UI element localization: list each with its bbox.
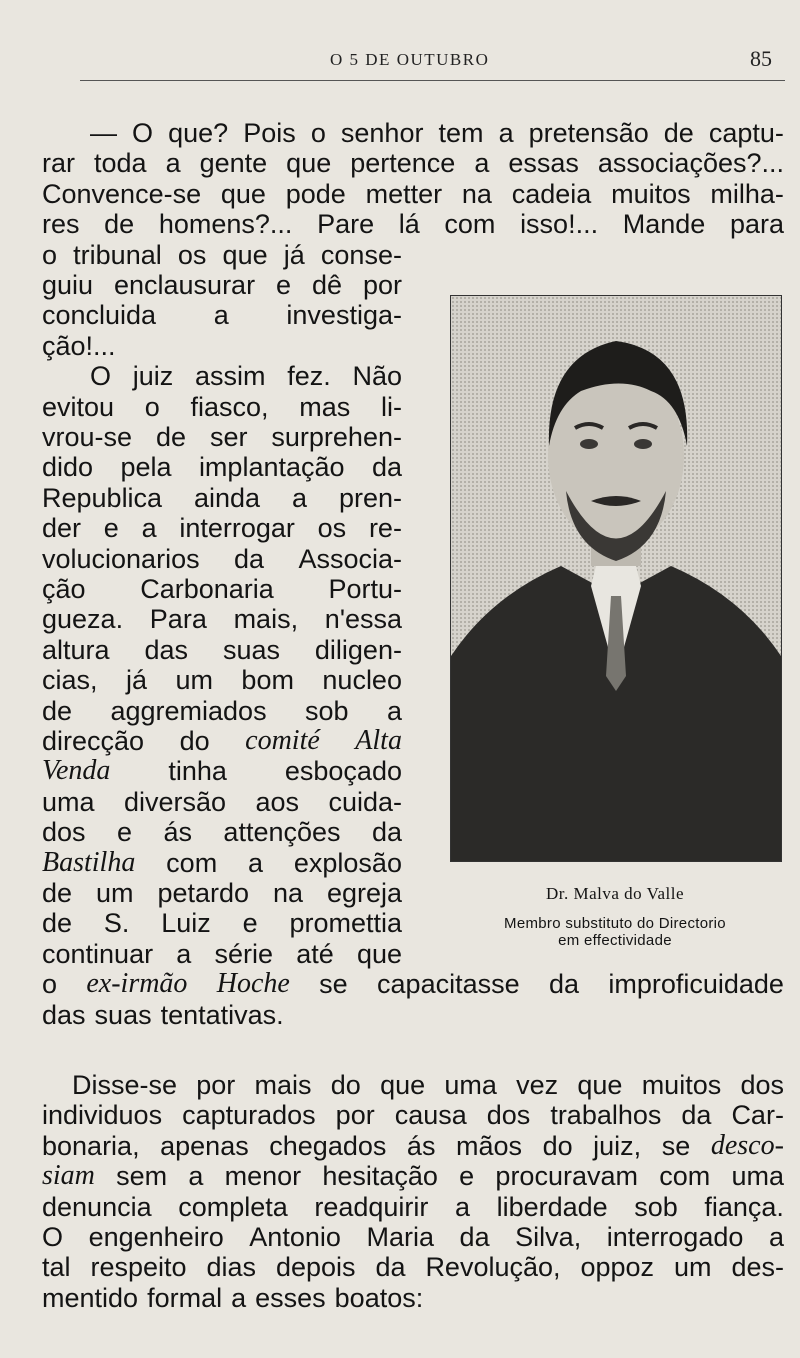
paragraph1-line: evitou o fiasco, mas li- xyxy=(42,391,402,422)
paragraph1-line: de um petardo na egreja xyxy=(42,878,402,908)
paragraph1-line: der e a interrogar os re- xyxy=(42,513,402,544)
paragraph1-line: de aggremiados sob a xyxy=(42,695,402,726)
paragraph2-line: O engenheiro Antonio Maria da Silva, interrogado a xyxy=(42,1222,784,1252)
paragraph1-line: Convence-se que pode metter na cadeia muitos milha- xyxy=(42,178,784,209)
portrait-photo xyxy=(450,295,782,862)
paragraph1-line: ção!... xyxy=(42,330,116,361)
header-rule xyxy=(80,80,785,81)
paragraph2-line: individuos capturados por causa dos trabalhos da Car- xyxy=(42,1100,784,1131)
paragraph1-line: cias, já um bom nucleo xyxy=(42,665,402,696)
paragraph1-line: rar toda a gente que pertence a essas associações?... xyxy=(42,148,784,179)
paragraph2-line: tal respeito dias depois da Revolução, oppoz um des- xyxy=(42,1252,784,1283)
paragraph1-line: continuar a série até que xyxy=(42,938,402,969)
paragraph2-line: siam sem a menor hesitação e procuravam com uma xyxy=(42,1161,784,1192)
paragraph1-line: vrou-se de ser surprehen- xyxy=(42,422,402,452)
caption-role-line-1: Membro substituto do Directorio xyxy=(504,915,726,932)
paragraph1-line: guiu enclausurar e dê por xyxy=(42,270,402,300)
paragraph1-line: direcção do comité Alta xyxy=(42,726,402,756)
paragraph1-line: — O que? Pois o senhor tem a pretensão de captu- xyxy=(90,118,784,148)
paragraph1-line: o ex-irmão Hoche se capacitasse da improficuidade xyxy=(42,969,784,1000)
paragraph1-line: de S. Luiz e promettia xyxy=(42,908,402,939)
paragraph1-line: concluida a investiga- xyxy=(42,300,402,331)
paragraph1-line: dos e ás attenções da xyxy=(42,817,402,848)
paragraph1-line: ção Carbonaria Portu- xyxy=(42,574,402,604)
running-header xyxy=(0,44,800,74)
caption-name: Dr. Malva do Valle xyxy=(545,884,685,903)
paragraph1-line: O juiz assim fez. Não xyxy=(90,361,402,392)
paragraph2-line: mentido formal a esses boatos: xyxy=(42,1282,424,1313)
paragraph1-line: das suas tentativas. xyxy=(42,999,284,1030)
paragraph2-line: bonaria, apenas chegados ás mãos do juiz, se desco- xyxy=(42,1130,784,1161)
paragraph1-line: res de homens?... Pare lá com isso!... Mande para xyxy=(42,209,784,240)
paragraph1-line: Venda tinha esboçado xyxy=(42,756,402,787)
paragraph1-line: Bastilha com a explosão xyxy=(42,847,402,878)
paragraph1-line: Republica ainda a pren- xyxy=(42,482,402,513)
paragraph1-line: o tribunal os que já conse- xyxy=(42,239,402,270)
page-number: 85 xyxy=(750,46,772,71)
paragraph1-line: dido pela implantação da xyxy=(42,452,402,483)
paragraph1-line: volucionarios da Associa- xyxy=(42,543,402,574)
paragraph1-line: altura das suas diligen- xyxy=(42,634,402,665)
paragraph2-line: denuncia completa readquirir a liberdade sob fiança. xyxy=(42,1191,784,1222)
running-title: O 5 DE OUTUBRO xyxy=(330,50,490,69)
caption-role-line-2: em effectividade xyxy=(558,932,672,949)
paragraph1-line: gueza. Para mais, n'essa xyxy=(42,604,402,635)
paragraph2-line: Disse-se por mais do que uma vez que muitos dos xyxy=(72,1070,784,1100)
caption-role xyxy=(440,915,790,949)
paragraph1-line: uma diversão aos cuida- xyxy=(42,786,402,817)
